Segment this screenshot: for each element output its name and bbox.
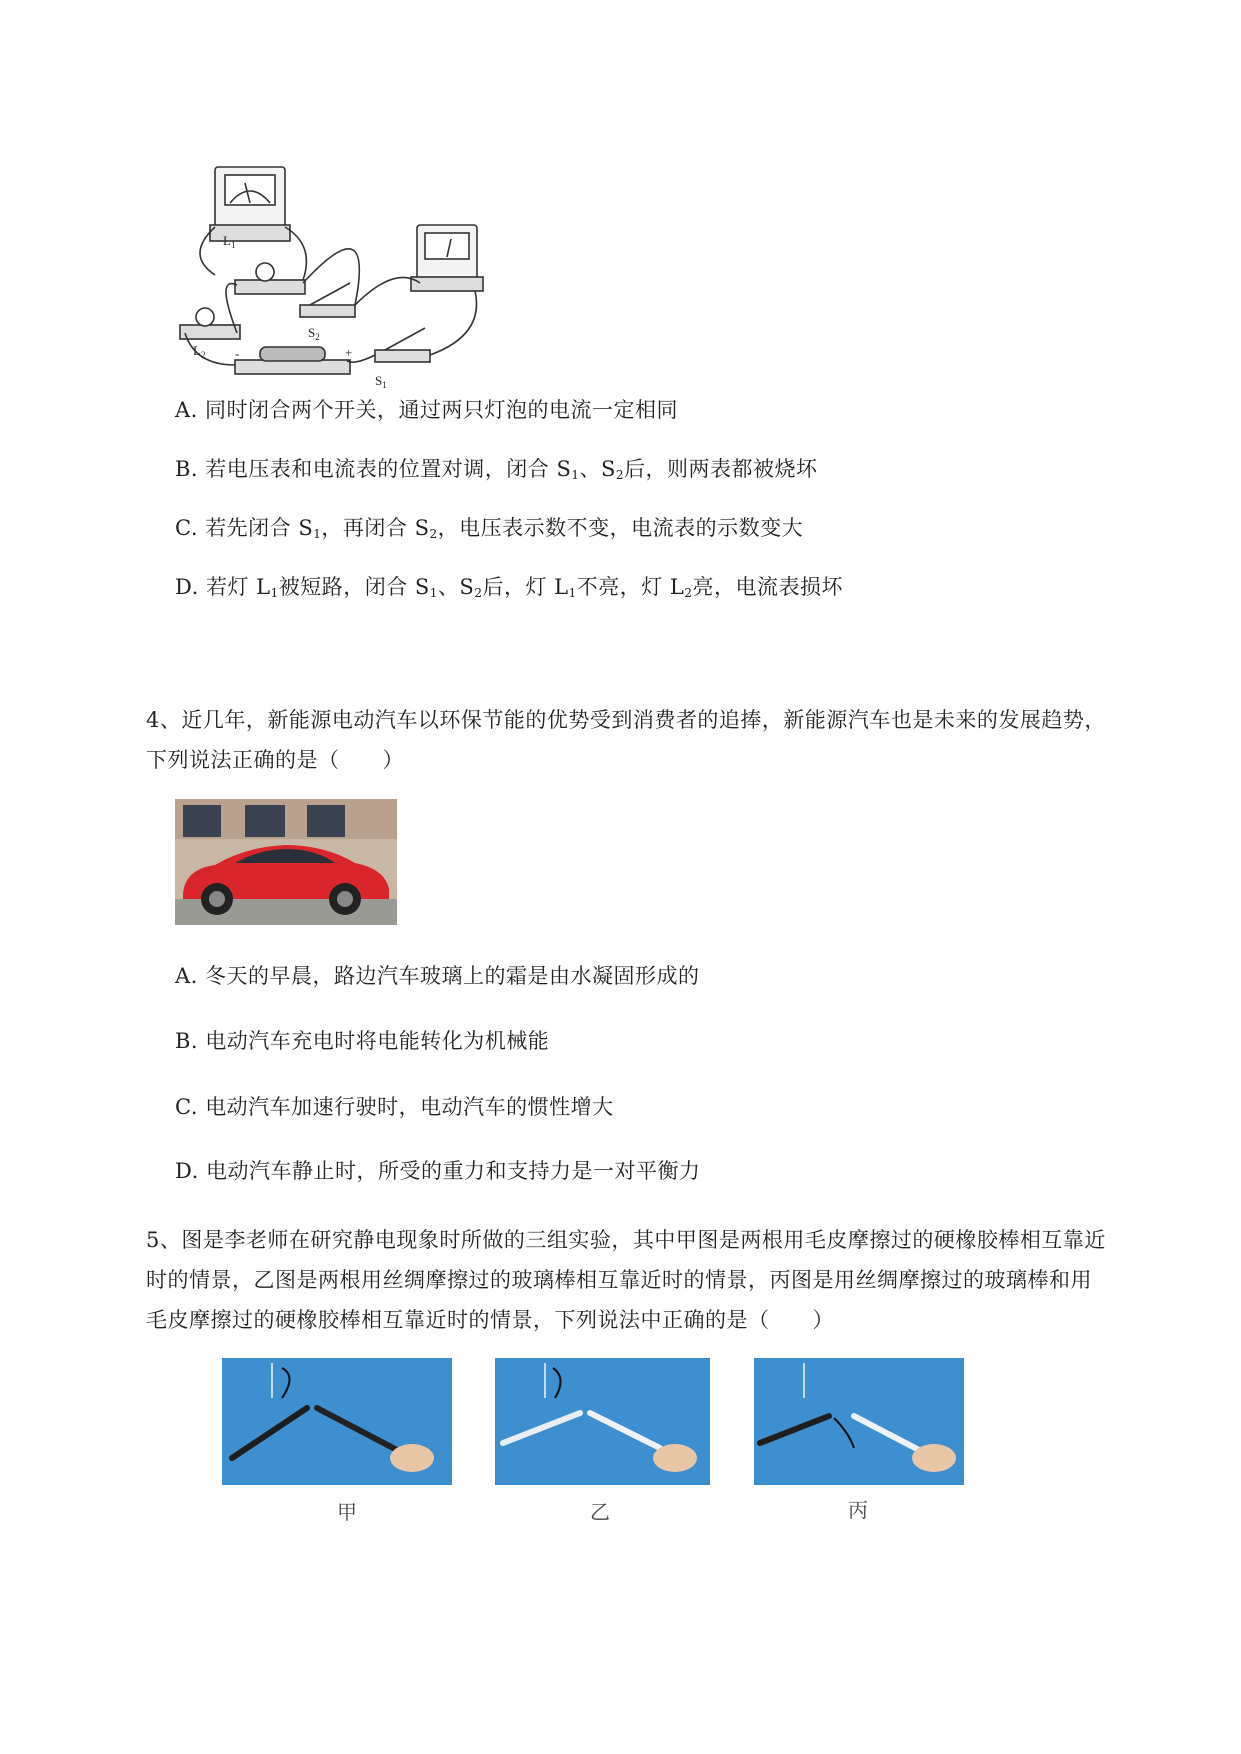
option-text: 冬天的早晨，路边汽车玻璃上的霜是由水凝固形成的 bbox=[205, 964, 700, 988]
option-b[interactable] bbox=[175, 1025, 549, 1055]
option-c[interactable] bbox=[175, 1091, 614, 1121]
option-letter: A. bbox=[175, 398, 198, 422]
label-s2: $S_2$ bbox=[308, 325, 320, 342]
label-l2: $L_2$ bbox=[193, 343, 206, 360]
label-plus: + bbox=[345, 345, 353, 360]
circuit-diagram bbox=[175, 165, 495, 390]
option-letter: C. bbox=[175, 1095, 198, 1119]
caption-bing: 丙 bbox=[848, 1498, 868, 1522]
question-line: 下列说法正确的是（ ） bbox=[146, 748, 404, 772]
option-d[interactable] bbox=[175, 1155, 700, 1185]
option-letter: A. bbox=[175, 964, 198, 988]
option-letter: D. bbox=[175, 575, 199, 599]
option-letter: C. bbox=[175, 516, 198, 540]
option-text: 同时闭合两个开关，通过两只灯泡的电流一定相同 bbox=[205, 398, 679, 422]
option-text: 电动汽车加速行驶时，电动汽车的惯性增大 bbox=[205, 1095, 614, 1119]
caption-yi: 乙 bbox=[590, 1500, 610, 1524]
option-d[interactable] bbox=[175, 571, 843, 601]
electric-car-photo bbox=[175, 799, 397, 925]
option-a[interactable] bbox=[175, 394, 678, 424]
label-l1: $L_1$ bbox=[223, 233, 236, 250]
option-letter: B. bbox=[175, 1029, 199, 1053]
option-a[interactable] bbox=[175, 960, 700, 990]
option-c[interactable] bbox=[175, 512, 803, 542]
experiment-jia-photo bbox=[222, 1358, 452, 1485]
question-line: 4、近几年，新能源电动汽车以环保节能的优势受到消费者的追捧，新能源汽车也是未来的发展趋势， bbox=[146, 708, 1106, 732]
option-letter: B. bbox=[175, 457, 199, 481]
experiment-bing-photo bbox=[754, 1358, 964, 1485]
experiment-yi-photo bbox=[495, 1358, 710, 1485]
option-b[interactable] bbox=[175, 453, 818, 483]
question-line: 时的情景，乙图是两根用丝绸摩擦过的玻璃棒相互靠近时的情景，丙图是用丝绸摩擦过的玻璃棒和用 bbox=[146, 1268, 1092, 1292]
question-4-stem bbox=[146, 700, 1166, 780]
option-text: 电动汽车静止时，所受的重力和支持力是一对平衡力 bbox=[205, 1159, 701, 1183]
option-text: 电动汽车充电时将电能转化为机械能 bbox=[205, 1029, 550, 1053]
caption-jia: 甲 bbox=[337, 1500, 357, 1524]
label-s1: $S_1$ bbox=[375, 373, 387, 390]
option-letter: D. bbox=[175, 1159, 199, 1183]
question-line: 5、图是李老师在研究静电现象时所做的三组实验，其中甲图是两根用毛皮摩擦过的硬橡胶棒相互靠近 bbox=[146, 1228, 1106, 1252]
option-text: 若先闭合 $S_1$，再闭合 $S_2$，电压表示数不变，电流表的示数变大 bbox=[205, 516, 804, 541]
question-line: 毛皮摩擦过的硬橡胶棒相互靠近时的情景，下列说法中正确的是（ ） bbox=[146, 1308, 834, 1332]
option-text: 若灯 $L_1$被短路，闭合 $S_1$、$S_2$后，灯 $L_1$不亮，灯 $L_2$亮，电流表损坏 bbox=[205, 575, 843, 600]
question-5-stem bbox=[146, 1220, 1166, 1340]
label-minus: - bbox=[235, 346, 240, 361]
option-text: 若电压表和电流表的位置对调，闭合 $S_1$、$S_2$后，则两表都被烧坏 bbox=[205, 457, 818, 482]
